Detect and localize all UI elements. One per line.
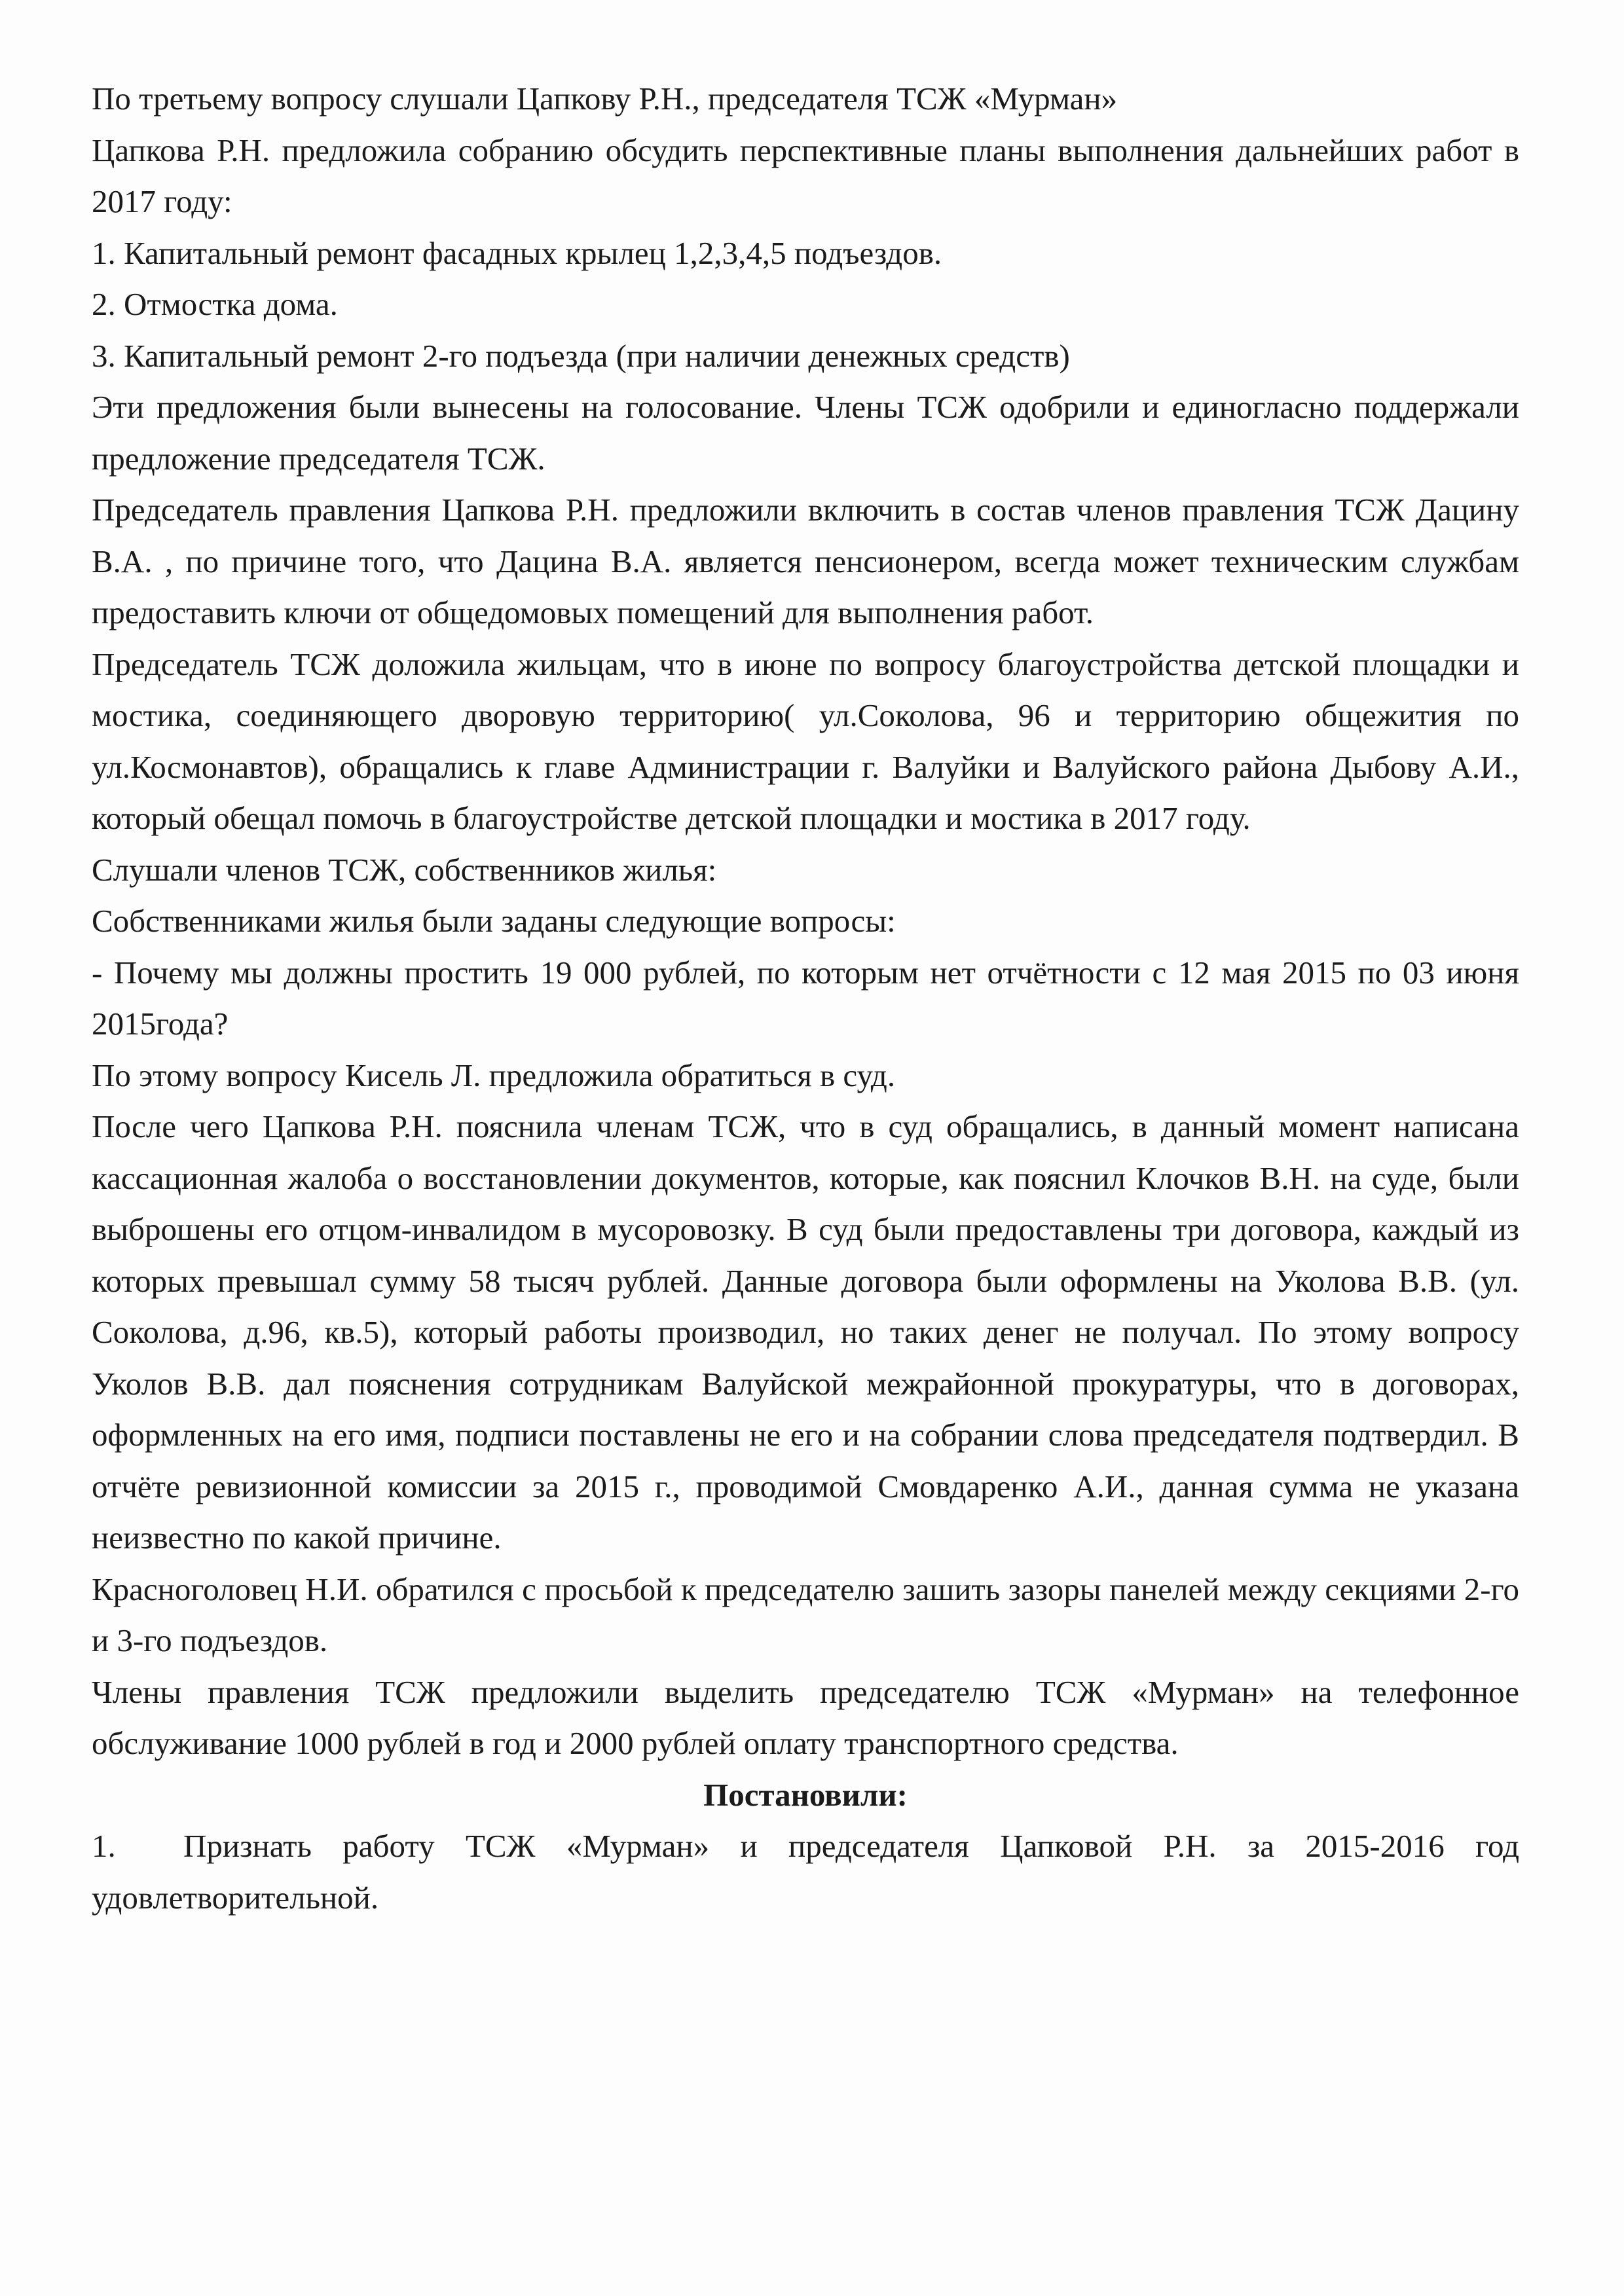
resolution-item-text: Признать работу ТСЖ «Мурман» и председателя Цапковой Р.Н. за 2015-2016 год удовлетворительной. xyxy=(92,1828,1519,1916)
paragraph-panel-gaps: Красноголовец Н.И. обратился с просьбой к председателю зашить зазоры панелей между секциями 2-го и 3-го подъездов. xyxy=(92,1571,1519,1658)
resolution-heading: Постановили: xyxy=(703,1776,908,1813)
paragraph-question-19000: - Почему мы должны простить 19 000 рублей, по которым нет отчётности с 12 мая 2015 по 03 июня 2015года? xyxy=(92,954,1519,1042)
paragraph-court-proposal: По этому вопросу Кисель Л. предложила обратиться в суд. xyxy=(92,1057,896,1093)
paragraph-plans-2017: Цапкова Р.Н. предложила собранию обсудить перспективные планы выполнения дальнейших работ в 2017 году: xyxy=(92,132,1519,219)
plan-item-1: 1. Капитальный ремонт фасадных крылец 1,2,3,4,5 подъездов. xyxy=(92,234,942,271)
document-body xyxy=(92,73,1519,1923)
paragraph-playground: Председатель ТСЖ доложила жильцам, что в июне по вопросу благоустройства детской площадки и мостика, соединяющего дворовую территорию( ул.Соколова, 96 и территорию общежития по ул.Космонавтов), обращались к главе Администрации г. Валуйки и Валуйского района Дыбову А.И., который обещал помочь в благоустройстве детской площадки и мостика в 2017 году. xyxy=(92,646,1519,836)
paragraph-phone-transport: Члены правления ТСЖ предложили выделить председателю ТСЖ «Мурман» на телефонное обслуживание 1000 рублей в год и 2000 рублей оплату транспортного средства. xyxy=(92,1673,1519,1761)
paragraph-heard-members: Слушали членов ТСЖ, собственников жилья: xyxy=(92,851,717,888)
paragraph-vote: Эти предложения были вынесены на голосование. Члены ТСЖ одобрили и единогласно поддержали предложение председателя ТСЖ. xyxy=(92,389,1519,477)
paragraph-board-member: Председатель правления Цапкова Р.Н. предложили включить в состав членов правления ТСЖ Дацину В.А. , по причине того, что Дацина В.А. является пенсионером, всегда может техническим службам предоставить ключи от общедомовых помещений для выполнения работ. xyxy=(92,492,1519,630)
paragraph-court-explanation: После чего Цапкова Р.Н. пояснила членам ТСЖ, что в суд обращались, в данный момент написана кассационная жалоба о восстановлении документов, которые, как пояснил Клочков В.Н. на суде, были выброшены его отцом-инвалидом в мусоровозку. В суд были предоставлены три договора, каждый из которых превышал сумму 58 тысяч рублей. Данные договора были оформлены на Уколова В.В. (ул. Соколова, д.96, кв.5), который работы производил, но таких денег не получал. По этому вопросу Уколов В.В. дал пояснения сотрудникам Валуйской межрайонной прокуратуры, что в договорах, оформленных на его имя, подписи поставлены не его и на собрании слова председателя подтвердил. В отчёте ревизионной комиссии за 2015 г., проводимой Смовдаренко А.И., данная сумма не указана неизвестно по какой причине. xyxy=(92,1108,1519,1556)
plan-item-3: 3. Капитальный ремонт 2-го подъезда (при наличии денежных средств) xyxy=(92,337,1070,374)
plan-item-2: 2. Отмостка дома. xyxy=(92,286,338,322)
paragraph-questions-intro: Собственниками жилья были заданы следующие вопросы: xyxy=(92,903,896,939)
resolution-item-number: 1. xyxy=(92,1828,116,1864)
resolution-item xyxy=(92,1821,1519,1923)
paragraph-third-question: По третьему вопросу слушали Цапкову Р.Н., председателя ТСЖ «Мурман» xyxy=(92,81,1118,117)
